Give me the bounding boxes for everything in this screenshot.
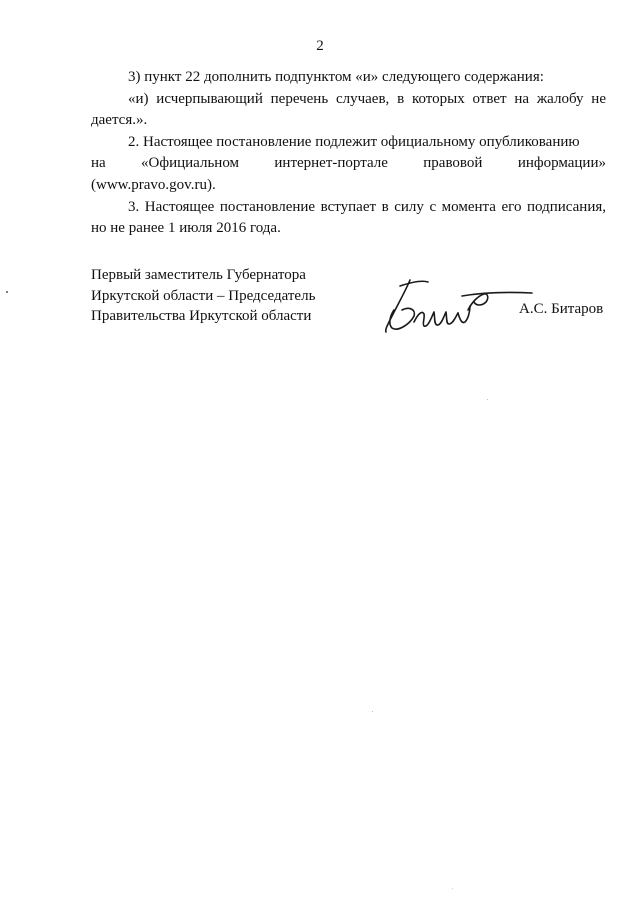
signer-position-line: Иркутской области – Председатель: [91, 287, 316, 304]
signer-position: [91, 265, 315, 327]
paragraph-item-2-line-1: 2. Настоящее постановление подлежит официальному опубликованию: [128, 133, 580, 150]
scan-speck: [487, 399, 488, 400]
paragraph-item-3: 3. Настоящее постановление вступает в силу с момента его подписания, но не ранее 1 июля 2016 года.: [91, 198, 606, 237]
handwritten-signature: [376, 272, 536, 334]
scan-speck: [6, 291, 8, 293]
word: на: [91, 155, 106, 172]
scan-speck: [372, 711, 373, 712]
paragraph-item-2-line-3: (www.pravo.gov.ru).: [91, 176, 216, 193]
signer-name: А.С. Битаров: [519, 301, 604, 317]
signer-position-line: Первый заместитель Губернатора: [91, 267, 306, 283]
word: интернет-портале: [274, 155, 388, 172]
signer-position-line: Правительства Иркутской области: [91, 308, 312, 324]
paragraph-item-3-intro: 3) пункт 22 дополнить подпунктом «и» следующего содержания:: [128, 69, 544, 85]
page-number: 2: [316, 38, 324, 54]
word: «Официальном: [141, 155, 240, 172]
word: правовой: [423, 155, 483, 172]
paragraph-item-3-quote: «и) исчерпывающий перечень случаев, в которых ответ на жалобу не дается.».: [91, 90, 606, 129]
scan-speck: [452, 888, 453, 889]
paragraph-item-2-line-2: [91, 153, 606, 175]
word: информации»: [517, 155, 606, 172]
document-body: [91, 67, 606, 240]
